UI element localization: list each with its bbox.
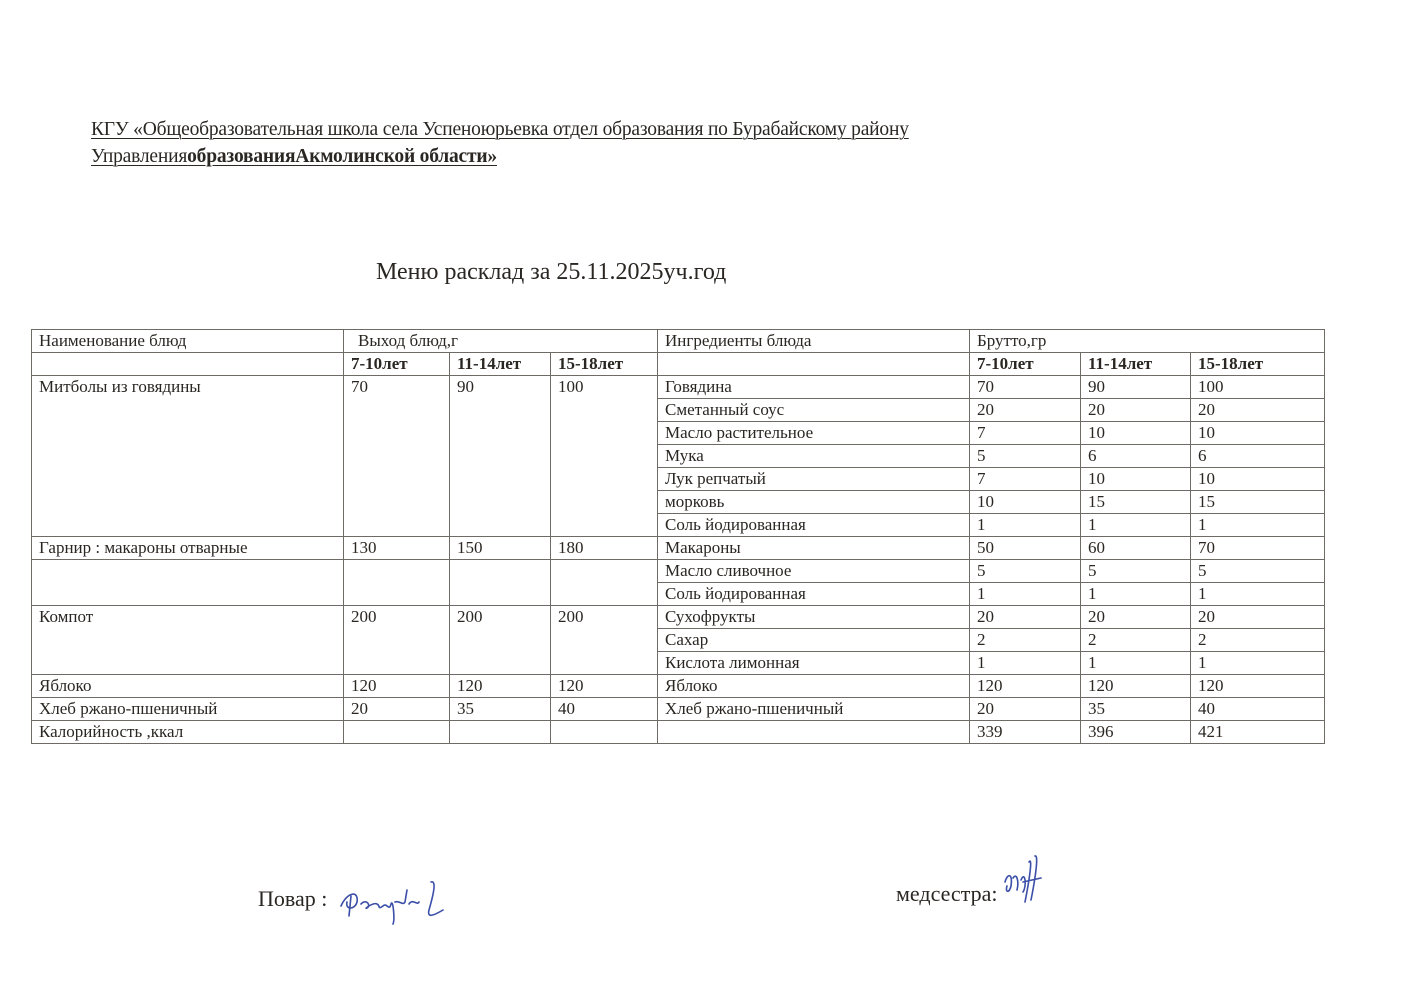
output-7-10-cell xyxy=(344,560,450,606)
brutto-11-14-cell: 10 xyxy=(1081,422,1191,445)
ingredient-cell: Говядина xyxy=(658,376,970,399)
brutto-11-14-cell: 1 xyxy=(1081,514,1191,537)
brutto-11-14-cell: 1 xyxy=(1081,583,1191,606)
nurse-signature-block xyxy=(896,876,1049,916)
ingredient-cell: Сахар xyxy=(658,629,970,652)
ingredient-cell: Хлеб ржано-пшеничный xyxy=(658,698,970,721)
dish-name-cell: Гарнир : макароны отварные xyxy=(32,537,344,560)
brutto-15-18-cell: 5 xyxy=(1191,560,1325,583)
empty-cell xyxy=(658,721,970,744)
table-row xyxy=(32,675,1325,698)
menu-table xyxy=(31,329,1325,744)
brutto-7-10-cell: 2 xyxy=(970,629,1081,652)
output-15-18-cell: 40 xyxy=(551,698,658,721)
cook-signature xyxy=(333,876,463,926)
brutto-15-18-cell: 2 xyxy=(1191,629,1325,652)
output-11-14-cell: 150 xyxy=(450,537,551,560)
header-line-1: КГУ «Общеобразовательная школа села Успеноюрьевка отдел образования по Бурабайскому району xyxy=(91,119,909,140)
brutto-7-10-cell: 5 xyxy=(970,445,1081,468)
brutto-7-10-cell: 1 xyxy=(970,583,1081,606)
dish-name-cell: Хлеб ржано-пшеничный xyxy=(32,698,344,721)
ingredient-cell: Масло сливочное xyxy=(658,560,970,583)
brutto-11-14-cell: 15 xyxy=(1081,491,1191,514)
output-7-10-cell: 200 xyxy=(344,606,450,675)
brutto-7-10-cell: 1 xyxy=(970,514,1081,537)
brutto-15-18-cell: 10 xyxy=(1191,468,1325,491)
ingredient-cell: Кислота лимонная xyxy=(658,652,970,675)
cook-signature-block xyxy=(258,876,463,926)
brutto-15-18-cell: 20 xyxy=(1191,606,1325,629)
table-row xyxy=(32,698,1325,721)
calories-label: Калорийность ,ккал xyxy=(32,721,344,744)
nurse-signature xyxy=(999,852,1049,916)
brutto-15-18-cell: 6 xyxy=(1191,445,1325,468)
ingredient-cell: Сметанный соус xyxy=(658,399,970,422)
brutto-15-18-cell: 10 xyxy=(1191,422,1325,445)
ingredient-cell: Сухофрукты xyxy=(658,606,970,629)
brutto-7-10-cell: 120 xyxy=(970,675,1081,698)
header-empty xyxy=(32,353,344,376)
brutto-15-18-cell: 20 xyxy=(1191,399,1325,422)
output-7-10-cell: 120 xyxy=(344,675,450,698)
output-7-10-cell: 20 xyxy=(344,698,450,721)
organization-header xyxy=(91,116,1171,170)
output-11-14-cell: 120 xyxy=(450,675,551,698)
brutto-15-18-cell: 1 xyxy=(1191,652,1325,675)
empty-cell xyxy=(551,721,658,744)
header-line-2 xyxy=(91,143,1171,170)
brutto-11-14-cell: 120 xyxy=(1081,675,1191,698)
header-output: Выход блюд,г xyxy=(344,330,658,353)
ingredient-cell: морковь xyxy=(658,491,970,514)
brutto-7-10-cell: 1 xyxy=(970,652,1081,675)
output-11-14-cell: 35 xyxy=(450,698,551,721)
ingredient-cell: Лук репчатый xyxy=(658,468,970,491)
header-out-age-11-14: 11-14лет xyxy=(450,353,551,376)
table-row xyxy=(32,376,1325,399)
brutto-15-18-cell: 1 xyxy=(1191,583,1325,606)
brutto-7-10-cell: 50 xyxy=(970,537,1081,560)
brutto-11-14-cell: 1 xyxy=(1081,652,1191,675)
header-ingredients: Ингредиенты блюда xyxy=(658,330,970,353)
brutto-15-18-cell: 70 xyxy=(1191,537,1325,560)
output-15-18-cell: 200 xyxy=(551,606,658,675)
brutto-7-10-cell: 20 xyxy=(970,399,1081,422)
dish-name-cell xyxy=(32,560,344,606)
dish-name-cell: Яблоко xyxy=(32,675,344,698)
calories-15-18: 421 xyxy=(1191,721,1325,744)
output-15-18-cell xyxy=(551,560,658,606)
brutto-7-10-cell: 7 xyxy=(970,422,1081,445)
table-row xyxy=(32,606,1325,629)
dish-name-cell: Митболы из говядины xyxy=(32,376,344,537)
empty-cell xyxy=(344,721,450,744)
header-row-2 xyxy=(32,353,1325,376)
header-out-age-7-10: 7-10лет xyxy=(344,353,450,376)
header-brutto-age-15-18: 15-18лет xyxy=(1191,353,1325,376)
output-15-18-cell: 120 xyxy=(551,675,658,698)
brutto-11-14-cell: 35 xyxy=(1081,698,1191,721)
menu-title: Меню расклад за 25.11.2025уч.год xyxy=(376,259,727,285)
output-11-14-cell: 90 xyxy=(450,376,551,537)
ingredient-cell: Масло растительное xyxy=(658,422,970,445)
brutto-15-18-cell: 1 xyxy=(1191,514,1325,537)
empty-cell xyxy=(450,721,551,744)
header-line-2-regular: Управления xyxy=(91,146,188,167)
brutto-15-18-cell: 40 xyxy=(1191,698,1325,721)
header-dish-name: Наименование блюд xyxy=(32,330,344,353)
header-row-1 xyxy=(32,330,1325,353)
cook-label: Повар : xyxy=(258,886,328,912)
header-brutto: Брутто,гр xyxy=(970,330,1325,353)
ingredient-cell: Соль йодированная xyxy=(658,583,970,606)
header-empty xyxy=(658,353,970,376)
brutto-11-14-cell: 60 xyxy=(1081,537,1191,560)
brutto-7-10-cell: 70 xyxy=(970,376,1081,399)
brutto-11-14-cell: 5 xyxy=(1081,560,1191,583)
header-brutto-age-7-10: 7-10лет xyxy=(970,353,1081,376)
brutto-7-10-cell: 10 xyxy=(970,491,1081,514)
brutto-11-14-cell: 90 xyxy=(1081,376,1191,399)
brutto-11-14-cell: 20 xyxy=(1081,606,1191,629)
output-7-10-cell: 70 xyxy=(344,376,450,537)
table-row xyxy=(32,560,1325,583)
ingredient-cell: Соль йодированная xyxy=(658,514,970,537)
table-row xyxy=(32,537,1325,560)
brutto-15-18-cell: 100 xyxy=(1191,376,1325,399)
calories-7-10: 339 xyxy=(970,721,1081,744)
calories-11-14: 396 xyxy=(1081,721,1191,744)
output-11-14-cell xyxy=(450,560,551,606)
brutto-7-10-cell: 20 xyxy=(970,698,1081,721)
output-11-14-cell: 200 xyxy=(450,606,551,675)
brutto-11-14-cell: 6 xyxy=(1081,445,1191,468)
calories-row xyxy=(32,721,1325,744)
output-15-18-cell: 100 xyxy=(551,376,658,537)
ingredient-cell: Яблоко xyxy=(658,675,970,698)
brutto-7-10-cell: 5 xyxy=(970,560,1081,583)
brutto-15-18-cell: 120 xyxy=(1191,675,1325,698)
brutto-11-14-cell: 20 xyxy=(1081,399,1191,422)
nurse-label: медсестра: xyxy=(896,881,998,907)
brutto-15-18-cell: 15 xyxy=(1191,491,1325,514)
output-15-18-cell: 180 xyxy=(551,537,658,560)
brutto-11-14-cell: 2 xyxy=(1081,629,1191,652)
header-brutto-age-11-14: 11-14лет xyxy=(1081,353,1191,376)
ingredient-cell: Мука xyxy=(658,445,970,468)
header-out-age-15-18: 15-18лет xyxy=(551,353,658,376)
brutto-7-10-cell: 7 xyxy=(970,468,1081,491)
brutto-11-14-cell: 10 xyxy=(1081,468,1191,491)
output-7-10-cell: 130 xyxy=(344,537,450,560)
ingredient-cell: Макароны xyxy=(658,537,970,560)
dish-name-cell: Компот xyxy=(32,606,344,675)
header-line-2-bold: образованияАкмолинской области» xyxy=(187,146,497,167)
brutto-7-10-cell: 20 xyxy=(970,606,1081,629)
